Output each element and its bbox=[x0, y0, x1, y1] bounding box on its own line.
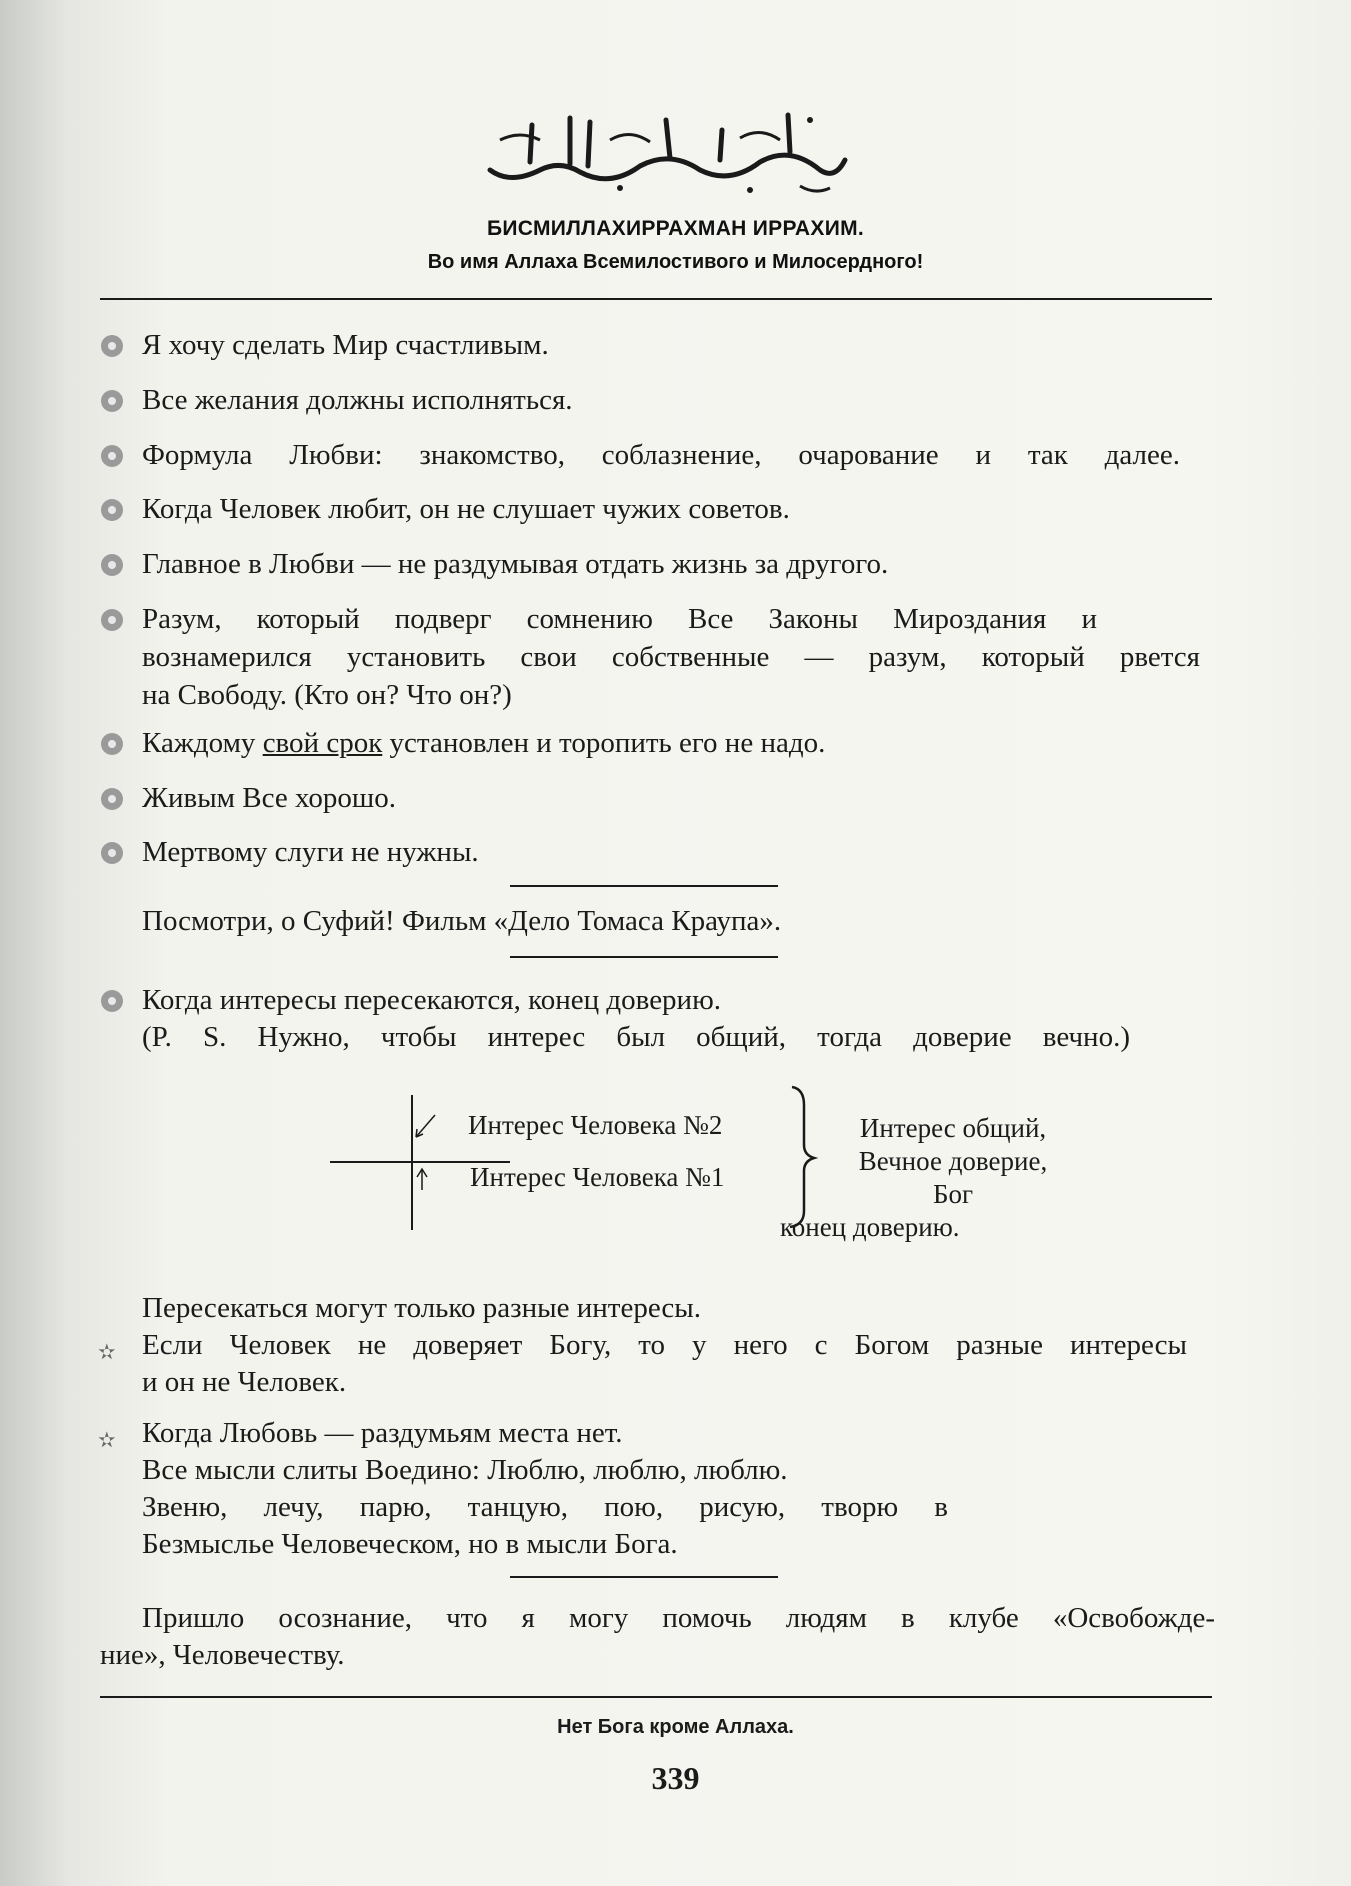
star-bullet-icon: ✫ bbox=[98, 1428, 116, 1452]
header-rule bbox=[100, 298, 1212, 300]
diagram-bottom-label: конец доверию. bbox=[780, 1212, 960, 1242]
text-line: и он не Человек. bbox=[142, 1366, 347, 1398]
header-subtitle: Во имя Аллаха Всемилостивого и Милосердного! bbox=[427, 251, 924, 273]
closing-line: Пришло осознание, что я могу помочь людям в клубе «Освобожде- bbox=[142, 1602, 1215, 1634]
text-line: Звеню, лечу, парю, танцую, пою, рисую, творю в bbox=[142, 1491, 948, 1523]
page-number: 339 bbox=[651, 1760, 700, 1796]
flower-bullet-icon bbox=[99, 333, 125, 359]
list-item: Живым Все хорошо. bbox=[142, 782, 396, 814]
flower-bullet-icon bbox=[99, 497, 125, 523]
closing-line: ние», Человечеству. bbox=[100, 1639, 345, 1671]
section-rule bbox=[510, 885, 778, 887]
list-item: на Свободу. (Кто он? Что он?) bbox=[142, 679, 512, 711]
list-item: Когда Человек любит, он не слушает чужих советов. bbox=[142, 493, 790, 525]
item-text: Каждому bbox=[142, 727, 256, 759]
footer-rule bbox=[100, 1696, 1212, 1698]
header-title: БИСМИЛЛАХИРРАХМАН ИРРАХИМ. bbox=[486, 217, 865, 240]
flower-bullet-icon bbox=[99, 443, 125, 469]
list-item: Главное в Любви — не раздумывая отдать жизнь за другого. bbox=[142, 548, 889, 580]
diagram-right-line: Бог bbox=[932, 1179, 974, 1209]
text-line: Когда Любовь — раздумьям места нет. bbox=[142, 1417, 623, 1449]
diagram-right-line: Вечное доверие, bbox=[858, 1146, 1048, 1176]
text-line: Пересекаться могут только разные интересы. bbox=[142, 1292, 702, 1324]
list-item: Разум, который подверг сомнению Все Законы Мироздания и bbox=[142, 603, 1097, 635]
footer-text: Нет Бога кроме Аллаха. bbox=[557, 1716, 794, 1738]
list-item: Формула Любви: знакомство, соблазнение, очарование и так далее. bbox=[142, 439, 1180, 471]
basmala-calligraphy bbox=[470, 100, 860, 200]
item-text: установлен и торопить его не надо. bbox=[389, 727, 826, 759]
list-item bbox=[142, 725, 1212, 762]
section-rule bbox=[510, 1576, 778, 1578]
flower-bullet-icon bbox=[99, 731, 125, 757]
underlined-phrase: свой срок bbox=[262, 727, 383, 759]
text-line: Все мысли слиты Воедино: Люблю, люблю, люблю. bbox=[142, 1454, 788, 1486]
section-rule bbox=[510, 956, 778, 958]
trust-line: Когда интересы пересекаются, конец доверию. bbox=[142, 984, 721, 1016]
star-bullet-icon: ✫ bbox=[98, 1340, 116, 1364]
text-line: Безмыслье Человеческом, но в мысли Бога. bbox=[142, 1528, 678, 1560]
flower-bullet-icon bbox=[99, 552, 125, 578]
diagram-label-person2: Интерес Человека №2 bbox=[468, 1110, 723, 1140]
flower-bullet-icon bbox=[99, 786, 125, 812]
list-item: Мертвому слуги не нужны. bbox=[142, 836, 479, 868]
flower-bullet-icon bbox=[99, 607, 125, 633]
flower-bullet-icon bbox=[99, 988, 125, 1014]
diagram-label-person1: Интерес Человека №1 bbox=[470, 1162, 725, 1192]
text-line: Если Человек не доверяет Богу, то у него с Богом разные интересы bbox=[142, 1329, 1187, 1361]
list-item: Все желания должны исполняться. bbox=[142, 384, 573, 416]
flower-bullet-icon bbox=[99, 840, 125, 866]
diagram-right-line: Интерес общий, bbox=[859, 1113, 1047, 1143]
list-item: вознамерился установить свои собственные — разум, который рвется bbox=[142, 641, 1200, 673]
film-note: Посмотри, о Суфий! Фильм «Дело Томаса Краупа». bbox=[142, 905, 782, 937]
flower-bullet-icon bbox=[99, 388, 125, 414]
list-item: Я хочу сделать Мир счастливым. bbox=[142, 329, 549, 361]
trust-line: (P. S. Нужно, чтобы интерес был общий, тогда доверие вечно.) bbox=[142, 1021, 1130, 1053]
